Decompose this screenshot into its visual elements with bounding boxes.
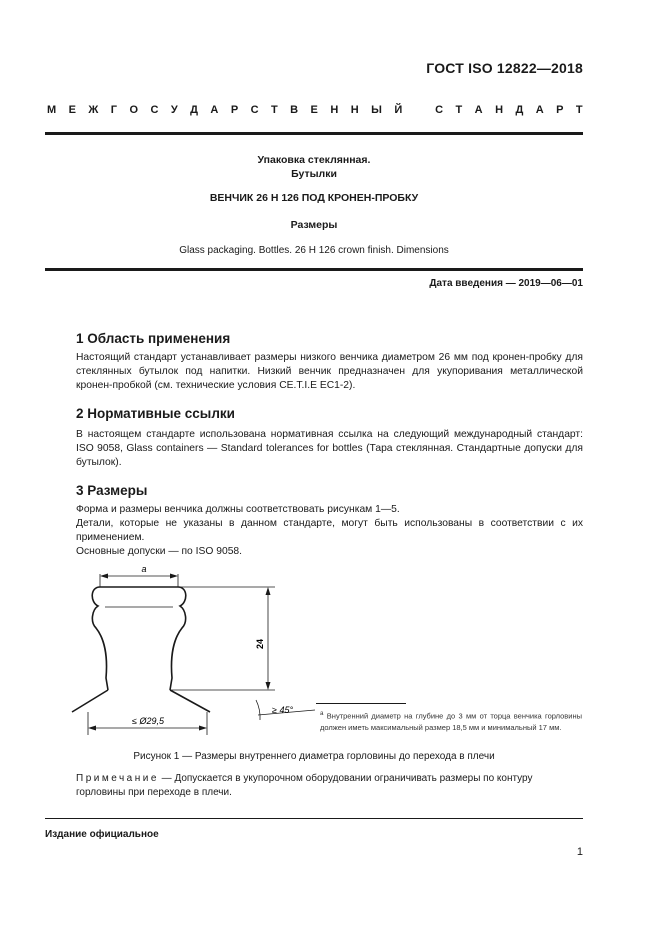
dim-label-a: a [141,564,147,574]
banner-letter: Д [190,104,198,116]
banner-letter: Д [515,104,524,116]
arrow-dia-left [88,726,96,731]
title-english: Glass packaging. Bottles. 26 H 126 crown finish. Dimensions [179,245,449,256]
arrow-top-right [170,574,178,579]
figure-caption: Рисунок 1 — Размеры внутреннего диаметра горловины до перехода в плечи [133,751,495,762]
interstate-standard-banner [47,104,583,116]
figure-footnote [320,708,582,733]
banner-letter: М [47,104,57,116]
title-line-1: Упаковка стеклянная. [257,154,371,166]
section-2-heading-text: 2 Нормативные ссылки [76,406,235,421]
section-3-paragraph-2: Детали, которые не указаны в данном стандарте, могут быть использованы в соответствии с их применением. [76,518,583,543]
banner-letter: Т [455,104,463,116]
banner-letter: А [535,104,544,116]
dimension-arrows [88,574,271,731]
figure-1-drawing [60,560,320,745]
footnote-text: Внутренний диаметр на глубине до 3 мм от торца венчика горловины должен иметь максимальный размер 18,5 мм и минимальный 17 мм. [320,711,582,732]
banner-letter: С [150,104,159,116]
banner-letter: Е [310,104,318,116]
note [76,772,583,800]
arrow-height-bottom [266,682,271,690]
arrow-height-top [266,587,271,595]
section-1-heading [76,331,230,346]
bottle-left-profile [92,587,108,690]
note-label: Примечание [76,773,159,784]
banner-letter: В [290,104,299,116]
page-number: 1 [576,846,583,858]
title-line-2: Бутылки [291,168,337,180]
banner-letter: С [435,104,444,116]
section-2-text [76,428,583,470]
banner-letter: Ж [88,104,99,116]
document-code: ГОСТ ISO 12822—2018 [426,60,583,76]
banner-letter: Т [270,104,278,116]
bottle-right-profile [170,587,186,690]
banner-letter: О [129,104,139,116]
section-1-heading-text: 1 Область применения [76,331,231,346]
banner-gap [415,104,423,116]
angle-arc [256,700,260,720]
banner-letter: Р [556,104,564,116]
footnote-rule [316,703,406,704]
title-main: ВЕНЧИК 26 Н 126 ПОД КРОНЕН-ПРОБКУ [209,192,419,204]
banner-letter: Т [575,104,583,116]
dim-label-diameter: ≤ Ø29,5 [132,716,164,726]
section-1-paragraph: Настоящий стандарт устанавливает размеры низкого венчика диаметром 26 мм под кронен-пробку для стеклянных бутылок под напитки. Низкий венчик предназначен для укупоривания металлической кронен-пробкой (см. технические условия CE.T.I.E EC1-2). [76,352,583,391]
arrow-dia-right [199,726,207,731]
right-shoulder [170,690,210,712]
section-3-text [76,503,583,559]
dim-label-height: 24 [255,638,265,650]
left-shoulder [72,690,108,712]
section-3-paragraph-3: Основные допуски — по ISO 9058. [76,546,243,557]
banner-letter: Н [495,104,504,116]
title-divider [45,268,583,271]
intro-date: Дата введения — 2019—06—01 [429,278,583,289]
section-3-heading [76,483,147,498]
banner-letter: А [210,104,219,116]
banner-letter: Г [110,104,118,116]
section-3-paragraph-1: Форма и размеры венчика должны соответствовать рисункам 1—5. [76,504,400,515]
banner-letter: Р [230,104,239,116]
banner-letter: Й [394,104,403,116]
section-2-paragraph: В настоящем стандарте использована нормативная ссылка на следующий международный стандарт: ISO 9058, Glass containers — Standard tolerances for bottles (Тара стеклянная. Стандартные допуски для бутылок). [76,429,583,468]
footnote-mark: a [320,710,324,717]
note-text: — Допускается в укупорочном оборудовании ограничивать размеры по контуру горловины при переходе в плечи. [76,773,533,798]
banner-letter: Н [330,104,339,116]
arrow-top-left [100,574,108,579]
banner-letter: Е [68,104,76,116]
banner-letter: С [250,104,259,116]
banner-letter: Ы [371,104,382,116]
title-sub: Размеры [290,219,338,231]
section-2-heading [76,406,235,421]
banner-letter: У [170,104,178,116]
banner-letter: Н [350,104,359,116]
section-3-heading-text: 3 Размеры [76,483,148,498]
banner-letter: А [474,104,483,116]
footer-divider [45,818,583,819]
dim-label-angle: ≥ 45° [272,705,294,715]
official-edition-label: Издание официальное [45,829,159,840]
header-divider [45,132,583,135]
section-1-text [76,351,583,393]
title-block [45,153,583,181]
